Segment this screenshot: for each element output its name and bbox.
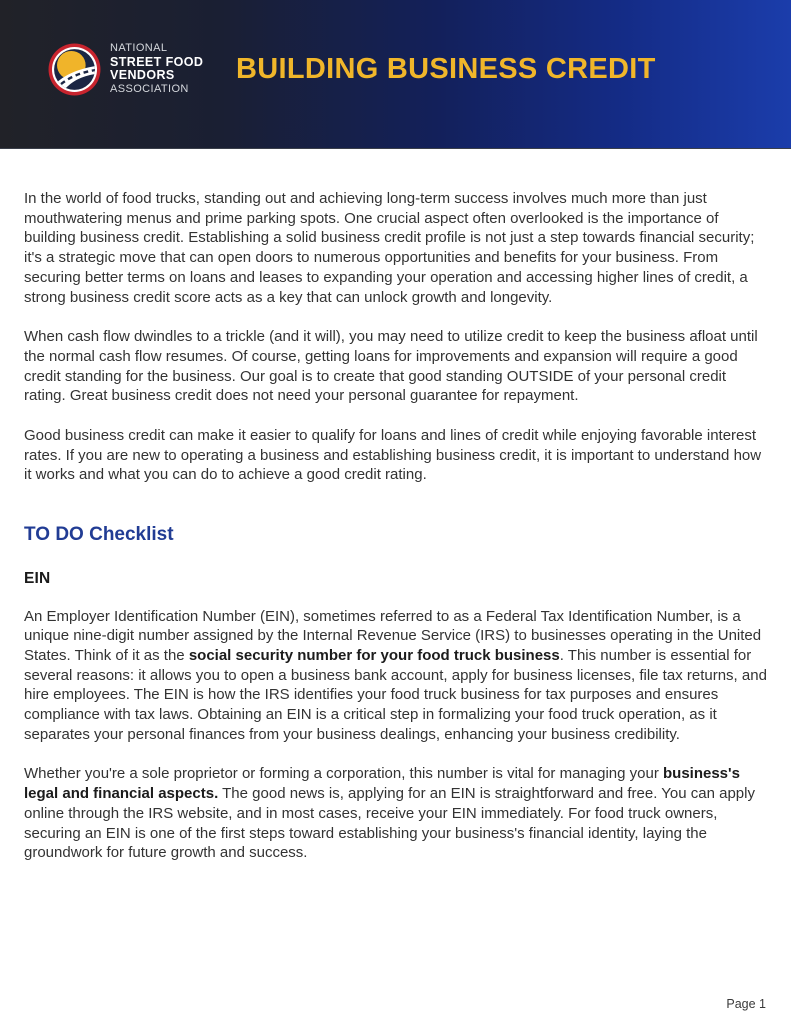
todo-checklist-heading: TO DO Checklist [24,524,174,546]
intro-paragraph-1 [24,189,767,307]
text-segment: An Employer Identification Number (EIN), sometimes referred to as a Federal Tax Identification Number, is a unique nine-digit number assigned by the Internal Revenue Service (IRS) to businesses operating in the United States. Think of it as the [24,607,762,664]
text-segment: In the world of food trucks, standing out and achieving long-term success involves much more than just mouthwatering menus and prime parking spots. One crucial aspect often overlooked is the importance of building business credit. Establishing a solid business credit profile is not just a step towards financial security; it's a strategic move that can open doors to numerous opportunities and benefits for your business. From securing better terms on loans and leases to expanding your operation and accessing higher lines of credit, a strong business credit score acts as a key that can unlock growth and longevity. [24,190,755,306]
page-number: Page 1 [726,997,766,1011]
logo-text-national: NATIONAL [110,42,168,54]
text-segment: . This number is essential for several reasons: it allows you to open a business bank account, apply for business licenses, file tax returns, and hire employees. The EIN is how the IRS identifies your food truck business for tax purposes and ensures compliance with tax laws. Obtaining an EIN is a critical step in formalizing your food truck operation, as it separates your personal finances from your business dealings, enhancing your business credibility. [24,646,767,743]
text-segment: When cash flow dwindles to a trickle (and it will), you may need to utilize credit to keep the business afloat until the normal cash flow resumes. Of course, getting loans for improvements and expansion will require a good credit standing for the business. Our goal is to create that good standing OUTSIDE of your personal credit rating. Great business credit does not need your personal guarantee for repayment. [24,328,758,405]
intro-paragraph-2 [24,327,767,406]
ein-paragraph-1 [24,607,767,745]
ein-paragraph-2 [24,764,767,863]
logo-text-vendors: VENDORS [110,68,175,82]
text-segment: Good business credit can make it easier to qualify for loans and lines of credit while enjoying favorable interest rates. If you are new to operating a business and establishing business credit, it is important to understand how it works and what you can do to achieve a good credit rating. [24,427,762,484]
logo-text-street-food: STREET FOOD [110,54,204,69]
association-logo-icon [48,43,101,96]
intro-paragraph-3 [24,426,767,485]
association-logo [48,42,203,96]
bold-text-segment: social security number for your food truck business [188,646,560,664]
document-header [0,0,791,149]
text-segment: The good news is, applying for an EIN is straightforward and free. You can apply online through the IRS website, and in most cases, receive your EIN immediately. For food truck owners, securing an EIN is one of the first steps toward establishing your business's financial identity, laying the groundwork for future growth and success. [24,785,755,862]
bold-text-segment: business's legal and financial aspects. [24,765,740,803]
page-footer [726,997,766,1011]
logo-text [110,42,203,96]
logo-text-association: ASSOCIATION [110,82,189,95]
document-body [0,149,791,863]
document-title: BUILDING BUSINESS CREDIT [236,53,656,85]
ein-heading: EIN [24,569,51,587]
text-segment: Whether you're a sole proprietor or forming a corporation, this number is vital for managing your [24,765,663,783]
